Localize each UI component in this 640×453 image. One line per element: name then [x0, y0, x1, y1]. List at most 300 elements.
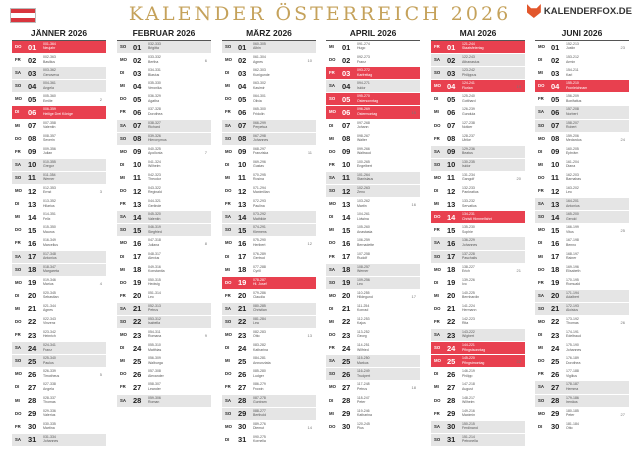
weekday-label: MI [329, 44, 334, 49]
day-name: 135-230 Sophie [462, 225, 475, 234]
week-number: 14 [307, 424, 312, 430]
day-number: 08 [133, 134, 142, 144]
day-row[interactable] [12, 185, 106, 198]
day-row[interactable] [326, 237, 420, 250]
day-row[interactable] [12, 54, 106, 67]
weekday-label: FR [15, 423, 21, 429]
day-row[interactable] [326, 408, 420, 421]
day-row[interactable] [117, 211, 211, 224]
month-header: JÄNNER 2026 [12, 27, 106, 41]
day-name: 063-302 Kasimir [253, 81, 266, 90]
day-number: 13 [133, 199, 142, 209]
day-row[interactable] [326, 80, 420, 93]
day-row[interactable] [117, 355, 211, 368]
day-number: 17 [342, 252, 351, 261]
day-row[interactable] [431, 224, 525, 237]
day-row[interactable] [535, 172, 629, 185]
day-row[interactable] [222, 316, 316, 329]
day-row[interactable] [431, 368, 525, 381]
weekday-label: SA [120, 397, 126, 403]
day-row[interactable] [535, 93, 629, 106]
day-row[interactable] [12, 264, 106, 277]
day-row[interactable] [535, 67, 629, 80]
day-row[interactable] [431, 172, 525, 185]
day-row[interactable] [12, 146, 106, 159]
day-row[interactable] [222, 133, 316, 146]
day-name: 070-295 Rosina [253, 172, 266, 182]
day-name: 055-310 Matthias [148, 343, 162, 352]
day-row[interactable] [326, 329, 420, 342]
day-row[interactable] [117, 224, 211, 237]
day-row[interactable] [117, 237, 211, 250]
day-number: 06 [238, 107, 247, 117]
day-number: 21 [447, 304, 456, 314]
day-row[interactable] [222, 329, 316, 342]
day-row[interactable] [12, 355, 106, 368]
day-row[interactable] [117, 80, 211, 93]
day-row[interactable] [431, 41, 525, 54]
day-number: 26 [238, 369, 247, 379]
day-row[interactable] [326, 264, 420, 277]
day-row[interactable] [222, 146, 316, 159]
day-row[interactable] [12, 172, 106, 185]
day-row[interactable] [431, 408, 525, 421]
weekday-label: FR [538, 279, 544, 285]
day-row[interactable] [326, 41, 420, 54]
day-number: 22 [551, 317, 560, 327]
day-row[interactable] [326, 290, 420, 303]
day-row[interactable] [12, 198, 106, 211]
day-name: 103-262 Martin [357, 199, 370, 208]
day-row[interactable] [117, 54, 211, 67]
weekday-label: MI [120, 83, 125, 89]
day-name: 083-282 Katharina [253, 343, 268, 352]
day-row[interactable] [222, 277, 316, 290]
day-row[interactable] [117, 290, 211, 303]
day-number: 11 [551, 173, 559, 183]
day-row[interactable] [535, 329, 629, 342]
day-row[interactable] [117, 342, 211, 355]
day-name: 074-291 Klemens [253, 225, 267, 234]
day-name: 052-313 Petrus [148, 303, 161, 313]
day-number: 15 [342, 225, 351, 235]
day-row[interactable] [117, 251, 211, 264]
day-name: 020-345 Sebastian [43, 290, 59, 300]
day-row[interactable] [431, 290, 525, 303]
weekday-label: SA [15, 345, 21, 351]
day-row[interactable] [12, 342, 106, 355]
day-row[interactable] [12, 211, 106, 224]
week-number: 10 [307, 58, 312, 64]
day-row[interactable] [117, 159, 211, 172]
day-name: 049-316 Konstantia [148, 264, 165, 273]
day-row[interactable] [117, 395, 211, 408]
day-name: 092-273 Franz [357, 55, 370, 64]
day-row[interactable] [222, 368, 316, 381]
day-row[interactable] [222, 211, 316, 224]
day-row[interactable] [535, 264, 629, 277]
day-name: 128-237 Ulrike [462, 133, 475, 143]
weekday-label: DI [329, 214, 334, 220]
weekday-label: SA [225, 214, 231, 220]
day-row[interactable] [431, 303, 525, 316]
day-row[interactable] [222, 395, 316, 408]
day-row[interactable] [12, 41, 106, 54]
day-row[interactable] [12, 395, 106, 408]
day-row[interactable] [222, 185, 316, 198]
day-row[interactable] [431, 146, 525, 159]
day-row[interactable] [535, 80, 629, 93]
day-row[interactable] [12, 408, 106, 421]
day-number: 24 [133, 343, 142, 353]
day-row[interactable] [431, 277, 525, 290]
weekday-label: SO [538, 305, 545, 311]
day-name: 086-279 Frowin [253, 382, 266, 391]
day-row[interactable] [326, 251, 420, 264]
day-row[interactable] [222, 106, 316, 119]
day-row[interactable] [12, 368, 106, 381]
day-row[interactable] [12, 80, 106, 93]
day-row[interactable] [431, 316, 525, 329]
day-row[interactable] [431, 211, 525, 224]
day-row[interactable] [12, 224, 106, 237]
day-row[interactable] [12, 277, 106, 290]
week-number: 17 [411, 293, 416, 299]
day-row[interactable] [117, 277, 211, 290]
weekday-label: FR [15, 332, 21, 338]
day-row[interactable] [431, 355, 525, 368]
day-row[interactable] [431, 93, 525, 106]
day-row[interactable] [117, 198, 211, 211]
day-row[interactable] [117, 329, 211, 342]
day-name: 127-238 Notker [462, 120, 475, 129]
day-row[interactable] [326, 185, 420, 198]
day-number: 22 [447, 317, 456, 327]
day-name: 160-205 Ephräm [566, 146, 579, 156]
day-row[interactable] [222, 198, 316, 211]
day-row[interactable] [222, 342, 316, 355]
day-name: 102-263 Zeno [357, 186, 370, 195]
day-name: 095-270 Ostersonntag [357, 94, 379, 103]
day-row[interactable] [222, 237, 316, 250]
weekday-label: MO [120, 332, 127, 338]
day-row[interactable] [222, 67, 316, 80]
day-name: 123-242 Philippus [462, 68, 477, 77]
day-row[interactable] [117, 133, 211, 146]
day-row[interactable] [431, 342, 525, 355]
month-header: JUNI 2026 [535, 27, 629, 41]
day-number: 12 [342, 186, 351, 196]
weekday-label: MI [538, 253, 543, 259]
day-row[interactable] [222, 159, 316, 172]
day-row[interactable] [12, 106, 106, 119]
weekday-label: FR [15, 148, 21, 154]
day-number: 27 [238, 382, 247, 392]
day-row[interactable] [535, 185, 629, 198]
day-number: 29 [447, 409, 456, 419]
day-row[interactable] [535, 316, 629, 329]
week-number: 24 [620, 136, 625, 142]
day-row[interactable] [222, 434, 316, 447]
day-row[interactable] [117, 303, 211, 316]
day-name: 067-298 Johannes [253, 133, 269, 143]
weekday-label: MI [329, 135, 334, 141]
weekday-label: MO [225, 57, 232, 63]
weekday-label: DI [15, 109, 20, 115]
weekday-label: MI [329, 227, 334, 233]
day-row[interactable] [12, 237, 106, 250]
day-row[interactable] [431, 67, 525, 80]
day-row[interactable] [326, 54, 420, 67]
day-name: 057-308 Alexander [148, 369, 164, 378]
weekday-label: DI [15, 201, 20, 207]
day-row[interactable] [535, 54, 629, 67]
day-row[interactable] [117, 381, 211, 394]
weekday-label: SO [434, 436, 441, 442]
day-name: 133-232 Servatius [462, 199, 477, 208]
day-row[interactable] [535, 237, 629, 250]
day-row[interactable] [117, 67, 211, 80]
day-row[interactable] [326, 211, 420, 224]
day-row[interactable] [431, 54, 525, 67]
day-row[interactable] [535, 408, 629, 421]
day-row[interactable] [431, 185, 525, 198]
day-row[interactable] [431, 237, 525, 250]
day-row[interactable] [222, 381, 316, 394]
day-number: 15 [28, 225, 37, 235]
day-number: 14 [342, 212, 351, 222]
day-name: 097-268 Johann [357, 120, 370, 129]
day-row[interactable] [326, 93, 420, 106]
day-name: 046-319 Siegfried [148, 225, 162, 234]
day-row[interactable] [535, 368, 629, 381]
day-row[interactable] [431, 120, 525, 133]
day-name: 006-359 Heilige Drei Könige [43, 107, 73, 116]
weekday-label: SO [329, 371, 336, 377]
day-name: 109-256 Leo [357, 277, 370, 287]
day-name: 088-277 Berthold [253, 408, 267, 418]
day-row[interactable] [326, 342, 420, 355]
day-row[interactable] [12, 303, 106, 316]
day-row[interactable] [222, 80, 316, 93]
day-number: 31 [447, 435, 456, 445]
day-name: 169-196 Elisabeth [566, 264, 581, 273]
day-row[interactable] [535, 277, 629, 290]
day-number: 14 [551, 212, 560, 222]
day-name: 087-278 Guntram [253, 395, 267, 404]
day-row[interactable] [12, 93, 106, 106]
day-name: 019-346 Marius [43, 277, 56, 287]
day-row[interactable] [431, 159, 525, 172]
day-row[interactable] [117, 316, 211, 329]
logo-text: KALENDERFOX.DE [543, 5, 632, 17]
day-row[interactable] [535, 303, 629, 316]
weekday-label: DO [538, 174, 545, 180]
day-row[interactable] [431, 106, 525, 119]
day-row[interactable] [12, 290, 106, 303]
weekday-label: SO [538, 397, 545, 403]
weekday-label: MO [225, 240, 232, 246]
day-row[interactable] [117, 93, 211, 106]
day-number: 18 [551, 265, 560, 275]
day-row[interactable] [535, 211, 629, 224]
day-row[interactable] [326, 224, 420, 237]
day-row[interactable] [431, 198, 525, 211]
day-row[interactable] [222, 224, 316, 237]
day-row[interactable] [326, 172, 420, 185]
day-row[interactable] [326, 381, 420, 394]
day-row[interactable] [431, 264, 525, 277]
day-row[interactable] [326, 368, 420, 381]
day-row[interactable] [117, 146, 211, 159]
day-row[interactable] [326, 277, 420, 290]
day-number: 01 [342, 42, 351, 52]
weekday-label: MI [329, 410, 334, 416]
day-row[interactable] [535, 133, 629, 146]
day-row[interactable] [326, 133, 420, 146]
day-row[interactable] [222, 251, 316, 264]
day-row[interactable] [222, 421, 316, 434]
day-row[interactable] [12, 67, 106, 80]
day-number: 01 [28, 42, 37, 52]
day-row[interactable] [12, 316, 106, 329]
day-row[interactable] [535, 381, 629, 394]
day-number: 07 [133, 121, 142, 131]
day-number: 06 [551, 107, 560, 117]
day-row[interactable] [535, 146, 629, 159]
day-row[interactable] [535, 342, 629, 355]
day-row[interactable] [222, 54, 316, 67]
day-number: 31 [28, 435, 37, 445]
weekday-label: DI [120, 70, 125, 76]
weekday-label: SO [538, 214, 545, 220]
day-number: 02 [133, 55, 142, 65]
weekday-label: FR [538, 188, 544, 194]
day-row[interactable] [535, 395, 629, 408]
day-row[interactable] [222, 264, 316, 277]
weekday-label: FR [329, 70, 335, 76]
month-header: FEBRUAR 2026 [117, 27, 211, 41]
day-row[interactable] [117, 172, 211, 185]
weekday-label: SA [329, 266, 335, 272]
day-row[interactable] [12, 120, 106, 133]
day-row[interactable] [535, 251, 629, 264]
day-row[interactable] [12, 329, 106, 342]
day-row[interactable] [535, 355, 629, 368]
day-row[interactable] [535, 290, 629, 303]
day-row[interactable] [117, 120, 211, 133]
day-row[interactable] [326, 395, 420, 408]
day-number: 03 [551, 68, 560, 78]
day-row[interactable] [222, 172, 316, 185]
day-row[interactable] [222, 120, 316, 133]
week-number: 19 [516, 84, 521, 90]
day-row[interactable] [117, 264, 211, 277]
day-name: 104-261 Lidwina [357, 212, 370, 221]
day-number: 04 [28, 81, 37, 91]
day-row[interactable] [117, 106, 211, 119]
day-row[interactable] [431, 133, 525, 146]
day-row[interactable] [535, 421, 629, 434]
day-name: 061-304 Agnes [253, 55, 266, 64]
day-number: 19 [551, 278, 560, 288]
day-row[interactable] [222, 303, 316, 316]
day-row[interactable] [535, 224, 629, 237]
day-row[interactable] [431, 381, 525, 394]
weekday-label: DO [225, 279, 232, 285]
day-number: 02 [238, 55, 247, 65]
day-row[interactable] [535, 41, 629, 54]
day-row[interactable] [12, 421, 106, 434]
day-row[interactable] [222, 41, 316, 54]
day-row[interactable] [326, 355, 420, 368]
day-row[interactable] [326, 198, 420, 211]
day-row[interactable] [222, 93, 316, 106]
day-name: 041-324 Wilhelm [148, 159, 161, 169]
day-row[interactable] [431, 434, 525, 447]
day-row[interactable] [431, 251, 525, 264]
day-number: 16 [342, 238, 351, 248]
day-row[interactable] [222, 355, 316, 368]
day-row[interactable] [222, 290, 316, 303]
weekday-label: SO [225, 135, 232, 141]
day-row[interactable] [117, 185, 211, 198]
weekday-label: SO [434, 70, 441, 76]
weekday-label: MO [329, 109, 336, 115]
day-row[interactable] [431, 80, 525, 93]
day-row[interactable] [326, 146, 420, 159]
day-row[interactable] [12, 381, 106, 394]
weekday-label: MI [434, 292, 439, 298]
day-row[interactable] [535, 120, 629, 133]
day-row[interactable] [222, 408, 316, 421]
day-number: 12 [133, 186, 142, 196]
weekday-label: SO [225, 44, 232, 49]
day-row[interactable] [326, 67, 420, 80]
day-number: 15 [133, 225, 142, 235]
day-row[interactable] [326, 159, 420, 172]
weekday-label: FR [15, 240, 21, 246]
day-number: 27 [551, 382, 560, 392]
day-row[interactable] [326, 303, 420, 316]
day-name: 025-340 Paulus [43, 356, 56, 365]
day-row[interactable] [117, 368, 211, 381]
day-row[interactable] [431, 329, 525, 342]
day-row[interactable] [431, 395, 525, 408]
day-row[interactable] [535, 198, 629, 211]
day-row[interactable] [535, 106, 629, 119]
day-number: 05 [28, 94, 37, 104]
day-row[interactable] [535, 159, 629, 172]
day-row[interactable] [326, 421, 420, 434]
day-row[interactable] [326, 120, 420, 133]
weekday-label: DI [538, 57, 543, 63]
day-row[interactable] [117, 41, 211, 54]
day-row[interactable] [431, 421, 525, 434]
day-row[interactable] [326, 106, 420, 119]
weekday-label: DI [225, 161, 230, 167]
day-row[interactable] [12, 159, 106, 172]
day-row[interactable] [12, 434, 106, 447]
day-name: 014-351 Felix [43, 212, 56, 221]
day-name: 026-339 Timotheus [43, 369, 60, 378]
day-row[interactable] [12, 133, 106, 146]
weekday-label: DO [538, 358, 545, 364]
day-number: 22 [28, 317, 37, 327]
day-row[interactable] [12, 251, 106, 264]
week-number: 9 [204, 333, 207, 339]
day-row[interactable] [326, 316, 420, 329]
